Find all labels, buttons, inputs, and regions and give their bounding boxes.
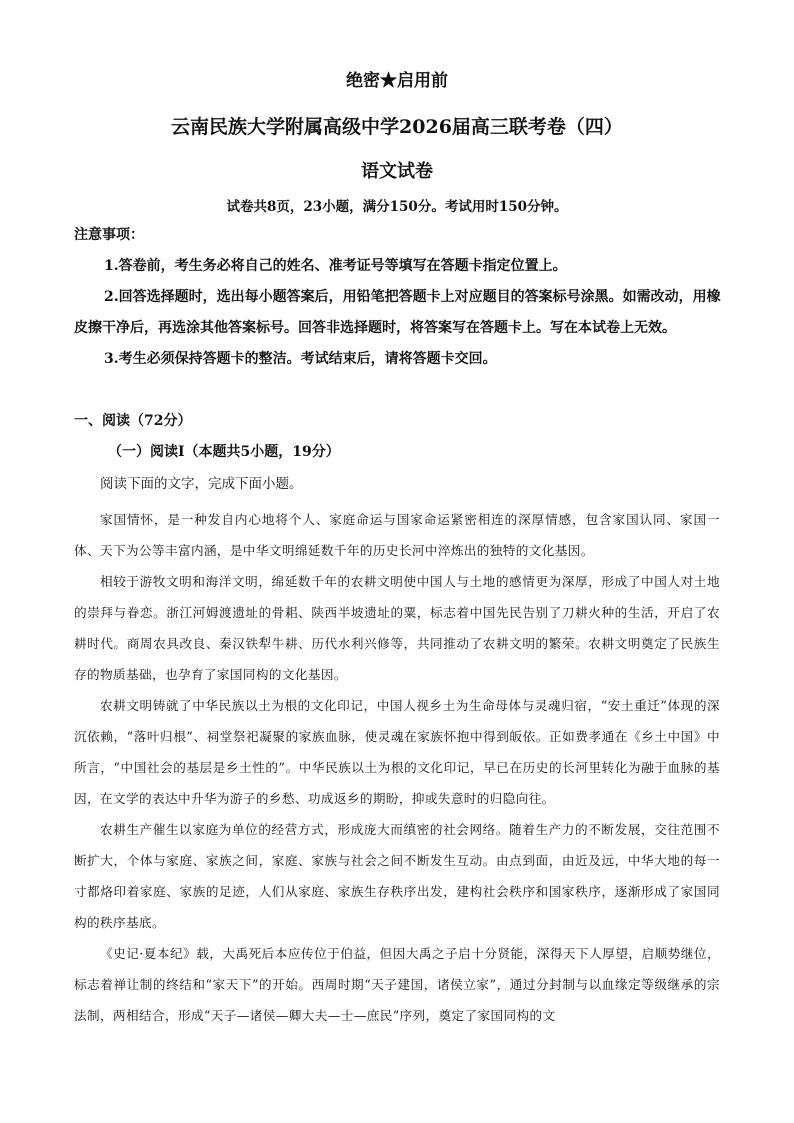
section-title: 一、阅读（72分）: [74, 413, 192, 429]
notice-list: [74, 251, 724, 375]
subject-title: 语文试卷: [361, 161, 433, 182]
passage-paragraph: 家国情怀，是一种发自内心地将个人、家庭命运与国家命运紧密相连的深厚情感，包含家国认同、家国一体、天下为公等丰富内涵，是中华文明绵延数千年的历史长河中淬炼出的独特的文化基因。: [74, 512, 720, 558]
reading-instruction: 阅读下面的文字，完成下面小题。: [100, 476, 303, 492]
passage-paragraph: 农耕文明铸就了中华民族以土为根的文化印记，中国人视乡土为生命母体与灵魂归宿，“安土重迁”体现的深沉依赖，“落叶归根”、祠堂祭祀凝聚的家族血脉，使灵魂在家族怀抱中得到皈依。正如费孝通在《乡土中国》中所言，“中国社会的基层是乡土性的”。中华民族以土为根的文化印记，早已在历史的长河里转化为融于血脉的基因，在文学的表达中升华为游子的乡愁、功成返乡的期盼，抑或失意时的归隐向往。: [74, 698, 720, 806]
notice-item: 2.回答选择题时，选出每小题答案后，用铅笔把答题卡上对应题目的答案标号涂黑。如需改动，用橡皮擦干净后，再选涂其他答案标号。回答非选择题时，将答案写在答题卡上。写在本试卷上无效。: [74, 289, 721, 336]
notice-item: 1.答卷前，考生务必将自己的姓名、准考证号等填写在答题卡指定位置上。: [104, 258, 567, 274]
exam-title: 云南民族大学附属高级中学2026届高三联考卷（四）: [171, 116, 623, 138]
notice-heading: 注意事项：: [74, 227, 144, 243]
exam-info: 试卷共8页，23小题，满分150分。考试用时150分钟。: [226, 199, 568, 215]
subsection-title: （一）阅读Ⅰ（本题共5小题，19分）: [108, 444, 340, 460]
passage-paragraph: 相较于游牧文明和海洋文明，绵延数千年的农耕文明使中国人与土地的感情更为深厚，形成了中国人对土地的崇拜与眷恋。浙江河姆渡遗址的骨耜、陕西半坡遗址的粟，标志着中国先民告别了刀耕火种的生活，开启了农耕时代。商周农具改良、秦汉铁犁牛耕、历代水利兴修等，共同推动了农耕文明的繁荣。农耕文明奠定了民族生存的物质基础，也孕育了家国同构的文化基因。: [74, 574, 720, 682]
passage-paragraph: 《史记·夏本纪》载，大禹死后本应传位于伯益，但因大禹之子启十分贤能，深得天下人厚望，启顺势继位，标志着禅让制的终结和“家天下”的开始。西周时期“天子建国，诸侯立家”，通过分封制与以血缘定等级继承的宗法制，两相结合，形成“天子—诸侯—卿大夫—士—庶民”序列，奠定了家国同构的文: [74, 946, 720, 1023]
passage-paragraph: 农耕生产催生以家庭为单位的经营方式，形成庞大而缜密的社会网络。随着生产力的不断发展，交往范围不断扩大，个体与家庭、家族之间，家庭、家族与社会之间不断发生互动。由点到面，由近及远，中华大地的每一寸都烙印着家庭、家族的足迹，人们从家庭、家族生存秩序出发，建构社会秩序和国家秩序，逐渐形成了家国同构的秩序基底。: [74, 822, 720, 930]
reading-passage: [74, 504, 720, 1031]
notice-item: 3.考生必须保持答题卡的整洁。考试结束后，请将答题卡交回。: [104, 351, 497, 367]
secret-label: 绝密★启用前: [346, 71, 448, 91]
